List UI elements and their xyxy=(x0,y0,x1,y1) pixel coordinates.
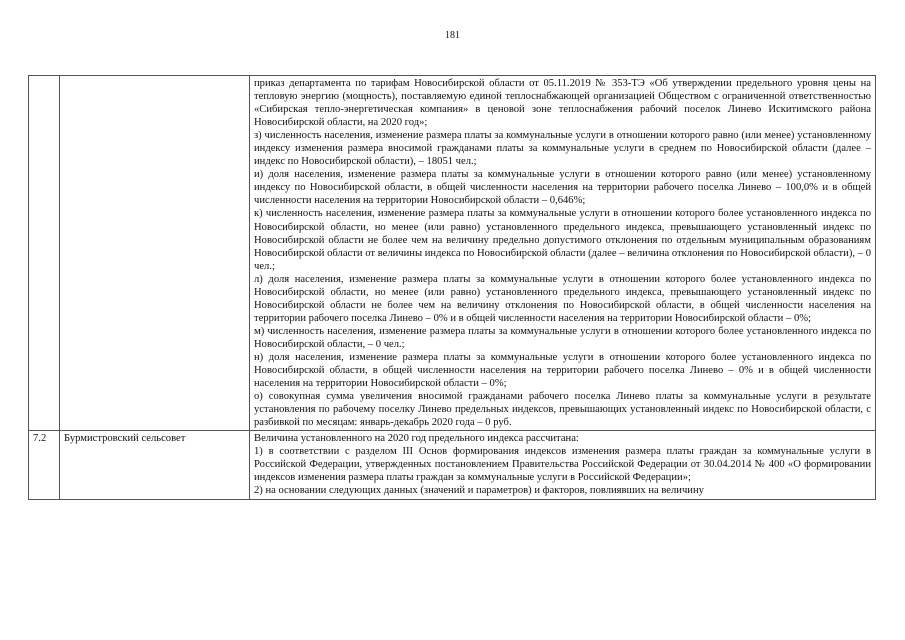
row-content-cell xyxy=(250,431,876,499)
paragraph: к) численность населения, изменение размера платы за коммунальные услуги в отношении которого более установленного индекса по Новосибирской области, но менее (или равно) установленного предельного индекса, превышающего установленный индекс по Новосибирской области не более чем на величину предельно допустимого отклонения по отдельным муниципальным образованиям Новосибирской области от величины индекса по Новосибирской области (далее – величина отклонения по Новосибирской области), – 0 чел.; xyxy=(254,208,871,272)
table-row xyxy=(29,431,876,499)
paragraph: Величина установленного на 2020 год предельного индекса рассчитана: xyxy=(254,433,579,445)
row-number-cell xyxy=(29,76,60,431)
row-name-cell xyxy=(60,76,250,431)
paragraph: 1) в соответствии с разделом III Основ формирования индексов изменения размера платы граждан за коммунальные услуги в Российской Федерации, утвержденных постановлением Правительства Российской Федерации от 30.04.2014 № 400 «О формировании индексов изменения размера платы граждан за коммунальные услуги в Российской Федерации»; xyxy=(254,446,871,484)
paragraph: н) доля населения, изменение размера платы за коммунальные услуги в отношении которого более установленного индекса по Новосибирской области, в общей численности населения на территории рабочего поселка Линево – 0% и в общей численности населения на территории Новосибирской области – 0%; xyxy=(254,351,871,390)
table-row xyxy=(29,76,876,431)
page-number: 181 xyxy=(445,30,460,41)
row-content-cell xyxy=(250,76,876,431)
paragraph: м) численность населения, изменение размера платы за коммунальные услуги в отношении которого более установленного индекса по Новосибирской области, – 0 чел.; xyxy=(254,325,871,350)
row-number-cell: 7.2 xyxy=(29,431,60,499)
paragraph: л) доля населения, изменение размера платы за коммунальные услуги в отношении которого более установленного индекса по Новосибирской области, но менее (или равно) установленного предельного индекса, превышающего установленный индекс по Новосибирской области не более чем на величину отклонения по Новосибирской области, в общей численности населения на территории рабочего поселка Линево – 0% и в общей численности населения на территории Новосибирской области – 0%; xyxy=(254,273,871,324)
paragraph: 2) на основании следующих данных (значений и параметров) и факторов, повлиявших на величину xyxy=(254,485,704,497)
paragraph: о) совокупная сумма увеличения вносимой гражданами рабочего поселка Линево платы за коммунальные услуги в результате установления по рабочему поселку Линево предельных индексов, превышающих установленный индекс по Новосибирской области, с разбивкой по месяцам: январь-декабрь 2020 года – 0 руб. xyxy=(254,391,871,429)
document-table xyxy=(28,75,876,500)
paragraph: приказ департамента по тарифам Новосибирской области от 05.11.2019 № 353-ТЭ «Об утверждении предельного уровня цены на тепловую энергию (мощность), поставляемую единой теплоснабжающей организацией Обществом с ограниченной ответственностью «Сибирская тепло-энергетическая компания» в ценовой зоне теплоснабжения рабочий поселок Линево Искитимского района Новосибирской области, на 2020 год»; xyxy=(254,78,871,129)
paragraph: и) доля населения, изменение размера платы за коммунальные услуги в отношении которого равно (или менее) установленному индексу по Новосибирской области, в общей численности населения на территории рабочего поселка Линево – 100,0% и в общей численности населения на территории Новосибирской области – 0,646%; xyxy=(254,169,871,207)
paragraph: з) численность населения, изменение размера платы за коммунальные услуги в отношении которого равно (или менее) установленному индексу изменения размера вносимой гражданами платы за коммунальные услуги в среднем по Новосибирской области (далее – индекс по Новосибирской области), – 18051 чел.; xyxy=(254,130,871,168)
row-name-cell: Бурмистровский сельсовет xyxy=(60,431,250,499)
